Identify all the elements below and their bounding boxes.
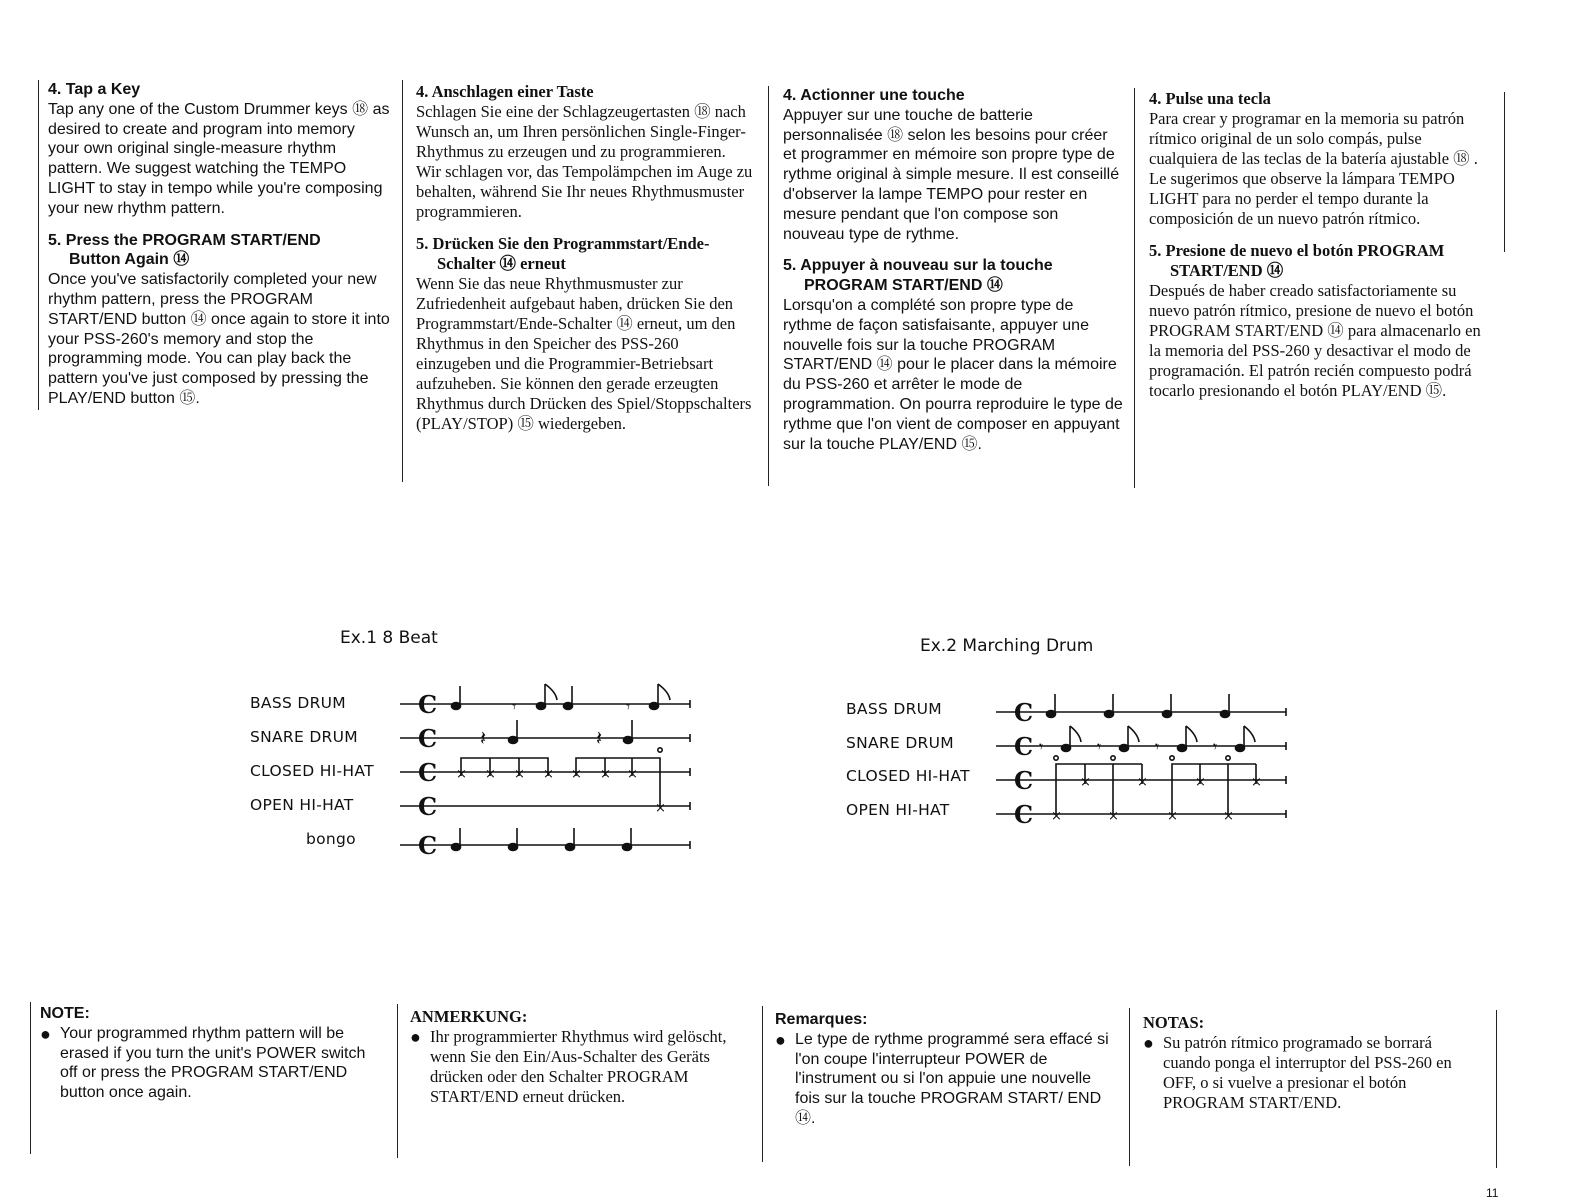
common-time-symbol: C: [418, 724, 438, 753]
svg-text:𝄾: 𝄾: [512, 697, 517, 716]
column-french: [783, 86, 1123, 454]
column-divider: [397, 1004, 398, 1158]
ex1-instrument-label: SNARE DRUM: [250, 728, 358, 746]
step5-title-line2: Button Again ⑭: [69, 251, 190, 269]
step4-body: Tap any one of the Custom Drummer keys ⑱ as desired to create and program into memory your own original single-measure rhythm pattern. We suggest watching the TEMPO LIGHT to stay in tempo while you're composing your new rhythm pattern.: [48, 100, 390, 217]
note-spanish: [1143, 1013, 1481, 1113]
ex1-instrument-label: BASS DRUM: [250, 694, 346, 712]
svg-text:×: ×: [1251, 775, 1262, 790]
svg-text:×: ×: [456, 767, 467, 782]
column-divider: [1496, 1010, 1497, 1168]
common-time-symbol: C: [418, 831, 438, 860]
note-title: NOTAS:: [1143, 1013, 1205, 1032]
common-time-symbol: C: [418, 690, 438, 719]
column-german: [416, 82, 754, 434]
svg-text:×: ×: [514, 767, 525, 782]
common-time-symbol: C: [418, 792, 438, 821]
common-time-symbol: C: [1014, 732, 1034, 761]
note-english: [40, 1004, 375, 1103]
step4-title: 4. Actionner une touche: [783, 87, 965, 104]
step4-title: 4. Pulse una tecla: [1149, 89, 1271, 108]
column-divider: [402, 80, 403, 482]
note-body: Ihr programmierter Rhythmus wird gelöscht, wenn Sie den Ein/Aus-Schalter des Geräts drücken oder den Schalter PROGRAM START/END erneut drücken.: [430, 1027, 727, 1106]
ex2-instrument-label: CLOSED HI-HAT: [846, 767, 970, 785]
column-divider: [30, 1002, 31, 1154]
step5-body: Lorsqu'on a complété son propre type de rythme de façon satisfaisante, appuyer une nouvelle fois sur la touche PROGRAM START/END ⑭ pour le placer dans la mémoire du PSS-260 et arrêter le mode de programmation. On pourra reproduire le type de rythme que l'on vient de composer en appuyant sur la touche PLAY/END ⑮.: [783, 296, 1123, 453]
step5-body: Wenn Sie das neue Rhythmusmuster zur Zufriedenheit aufgebaut haben, drücken Sie den Programmstart/Ende-Schalter ⑭ erneut, um den Rhythmus in den Speicher des PSS-260 einzugeben und die Programmier-Betriebsart aufzuheben. Sie können den gerade erzeugten Rhythmus durch Drücken des Spiel/Stoppschalters (PLAY/STOP) ⑮ wiedergeben.: [416, 274, 752, 433]
column-spanish: [1149, 89, 1491, 401]
svg-text:×: ×: [485, 767, 496, 782]
step5-title-line2: PROGRAM START/END ⑭: [804, 277, 1003, 295]
svg-text:×: ×: [1137, 775, 1148, 790]
page-number: 11: [1486, 1186, 1499, 1200]
svg-text:×: ×: [1167, 809, 1178, 824]
step4-title: 4. Anschlagen einer Taste: [416, 82, 594, 101]
note-body: Le type de rythme programmé sera effacé si l'on coupe l'interrupteur POWER de l'instrument ou si l'on appuie une nouvelle fois sur la touche PROGRAM START/ END ⑭.: [795, 1030, 1109, 1127]
svg-text:×: ×: [571, 767, 582, 782]
step5-title-line2: Schalter ⑭ erneut: [437, 254, 566, 273]
common-time-symbol: C: [1014, 766, 1034, 795]
ex1-title: Ex.1 8 Beat: [340, 628, 438, 648]
svg-text:×: ×: [1080, 775, 1091, 790]
svg-text:𝄾: 𝄾: [1213, 737, 1218, 756]
note-french: [775, 1010, 1113, 1129]
svg-text:×: ×: [655, 801, 666, 816]
svg-text:𝄾: 𝄾: [1155, 737, 1160, 756]
step5-body: Después de haber creado satisfactoriamente su nuevo patrón rítmico, presione de nuevo el botón PROGRAM START/END ⑭ para almacenarlo en la memoria del PSS-260 y desactivar el modo de programación. El patrón recién compuesto podrá tocarlo presionando el botón PLAY/END ⑮.: [1149, 281, 1481, 400]
column-english: [48, 80, 390, 409]
svg-text:×: ×: [1051, 809, 1062, 824]
ex2-instrument-label: BASS DRUM: [846, 700, 942, 718]
common-time-symbol: C: [418, 758, 438, 787]
step5-title-line2: START/END ⑭: [1170, 261, 1284, 280]
ex2-instrument-label: SNARE DRUM: [846, 734, 954, 752]
step4-body: Appuyer sur une touche de batterie personnalisée ⑱ selon les besoins pour créer et programmer en mémoire son propre type de rythme original à simple mesure. Il est conseillé d'observer la lampe TEMPO pour rester en mesure pendant que l'on compose son nouveau type de rythme.: [783, 106, 1120, 243]
svg-text:×: ×: [1195, 775, 1206, 790]
column-divider: [1134, 88, 1135, 488]
bullet-icon: ●: [775, 1029, 786, 1050]
note-body: Your programmed rhythm pattern will be erased if you turn the unit's POWER switch off or press the PROGRAM START/END button once again.: [60, 1024, 366, 1102]
step5-title-line1: 5. Press the PROGRAM START/END: [48, 231, 321, 249]
ex2-instrument-label: OPEN HI-HAT: [846, 801, 950, 819]
ex2-title: Ex.2 Marching Drum: [920, 636, 1094, 656]
step5-title-line1: 5. Appuyer à nouveau sur la touche: [783, 257, 1053, 275]
ex1-instrument-label: OPEN HI-HAT: [250, 796, 354, 814]
note-body: Su patrón rítmico programado se borrará cuando ponga el interruptor del PSS-260 en OFF, o si vuelve a presionar el botón PROGRAM START/END.: [1163, 1033, 1452, 1112]
column-divider: [1129, 1008, 1130, 1166]
svg-text:×: ×: [627, 767, 638, 782]
note-title: NOTE:: [40, 1005, 90, 1022]
bullet-icon: ●: [40, 1023, 51, 1044]
step4-title: 4. Tap a Key: [48, 81, 141, 98]
step4-body: Schlagen Sie eine der Schlagzeugertasten ⑱ nach Wunsch an, um Ihren persönlichen Single-Finger-Rhythmus zu erzeugen und zu programmieren. Wir schlagen vor, das Tempolämpchen im Auge zu behalten, während Sie Ihr neues Rhythmusmuster programmieren.: [416, 102, 753, 221]
svg-text:𝄾: 𝄾: [626, 697, 631, 716]
svg-text:𝄾: 𝄾: [1039, 737, 1044, 756]
note-german: [410, 1007, 745, 1107]
note-title: Remarques:: [775, 1011, 868, 1028]
common-time-symbol: C: [1014, 698, 1034, 727]
bullet-icon: ●: [1143, 1033, 1154, 1053]
bullet-icon: ●: [410, 1027, 421, 1047]
svg-text:𝄽: 𝄽: [480, 726, 487, 750]
ex1-instrument-label: bongo: [306, 830, 356, 848]
ex1-instrument-label: CLOSED HI-HAT: [250, 762, 374, 780]
svg-text:×: ×: [1223, 809, 1234, 824]
svg-text:×: ×: [543, 767, 554, 782]
svg-text:×: ×: [1108, 809, 1119, 824]
common-time-symbol: C: [1014, 800, 1034, 829]
svg-text:𝄾: 𝄾: [1097, 737, 1102, 756]
svg-text:𝄽: 𝄽: [596, 726, 603, 750]
step5-title-line1: 5. Presione de nuevo el botón PROGRAM: [1149, 241, 1445, 260]
column-divider: [762, 1006, 763, 1162]
step5-title-line1: 5. Drücken Sie den Programmstart/Ende-: [416, 234, 710, 253]
note-title: ANMERKUNG:: [410, 1007, 528, 1026]
column-divider: [1504, 92, 1505, 252]
column-divider: [38, 80, 39, 410]
svg-text:×: ×: [600, 767, 611, 782]
step5-body: Once you've satisfactorily completed your new rhythm pattern, press the PROGRAM START/END button ⑭ once again to store it into your PSS-260's memory and stop the programming mode. You can play back the pattern you've just composed by pressing the PLAY/END button ⑮.: [48, 271, 390, 407]
step4-body: Para crear y programar en la memoria su patrón rítmico original de un solo compás, pulse cualquiera de las teclas de la batería ajustable ⑱ . Le sugerimos que observe la lámpara TEMPO LIGHT para no perder el tempo durante la composición de un nuevo patrón rítmico.: [1149, 109, 1478, 228]
column-divider: [768, 86, 769, 486]
